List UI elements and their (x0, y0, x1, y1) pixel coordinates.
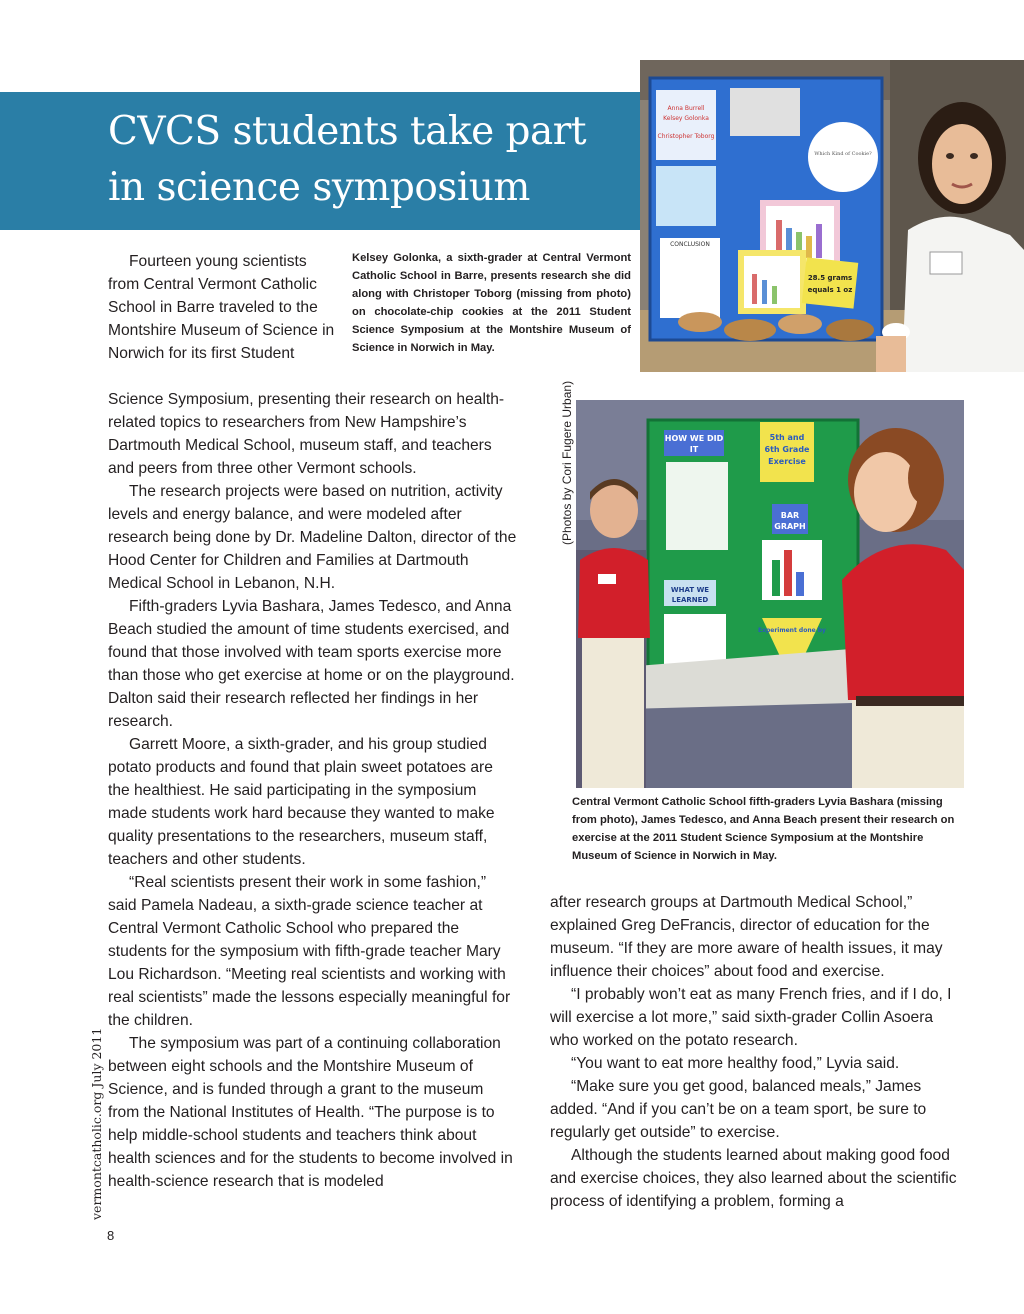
board-grade-3: Exercise (768, 457, 806, 466)
right-paragraph-3: “Make sure you get good, balanced meals,” James added. “And if you can’t be on a team sport, be sure to regularly get outside” to exercise. (550, 1078, 927, 1141)
board-how-2: IT (689, 445, 699, 454)
board-bar-2: GRAPH (774, 522, 806, 531)
right-continuation: after research groups at Dartmouth Medical School,” explained Greg DeFrancis, director of education for the museum. “If they are more aware of health issues, it may influence their choices” about food and exercise. (550, 894, 943, 980)
photo-fifth-graders-illustration (576, 400, 964, 788)
footer-site-text: vermontcatholic.org July 2011 (89, 1027, 104, 1220)
board-grade-1: 5th and (769, 433, 805, 442)
article-left-column (108, 388, 518, 1193)
board-bar-1: BAR (780, 511, 800, 520)
article-headline: CVCS students take part in science symposium (108, 109, 587, 210)
page-number: 8 (107, 1228, 115, 1243)
middle-photo-caption: Central Vermont Catholic School fifth-graders Lyvia Bashara (missing from photo), James Tedesco, and Anna Beach present their research on exercise at the 2011 Student Science Symposium at the Montshire Museum of Science in Norwich in May. (572, 796, 955, 862)
board-sign-1: 28.5 grams (807, 274, 853, 282)
board-question: Which Kind of Cookie? (814, 151, 872, 157)
article-intro (108, 250, 340, 365)
left-paragraph-3: Fifth-graders Lyvia Bashara, James Tedesco, and Anna Beach studied the amount of time students exercised, and found that those involved with team sports exercise more than those who get exercise at home or on the playground. Dalton said their research reflected her findings in her research. (108, 598, 515, 730)
board-names-3: Christopher Toborg (657, 133, 715, 140)
photo-kelsey-golonka (640, 60, 1024, 372)
board-names-1: Anna Burrell (667, 105, 705, 112)
board-conclusion: CONCLUSION (670, 241, 710, 248)
board-sign-2: equals 1 oz (807, 286, 853, 294)
board-names-2: Kelsey Golonka (663, 115, 709, 122)
left-paragraph-4: Garrett Moore, a sixth-grader, and his group studied potato products and found that plain sweet potatoes are the healthiest. He said participating in the symposium made students work hard because they wanted to make quality presentations to the researchers, museum staff, teachers and other students. (108, 736, 495, 868)
board-learned-2: LEARNED (671, 596, 709, 604)
board-learned-1: WHAT WE (670, 586, 710, 594)
left-paragraph-5: “Real scientists present their work in some fashion,” said Pamela Nadeau, a sixth-grade science teacher at Central Vermont Catholic School who prepared the students for the symposium with fifth-grade teacher Mary Lou Richardson. “Meeting real scientists and working with real scientists” made the lessons especially meaningful for the children. (108, 874, 511, 1029)
board-how-1: HOW WE DID (664, 434, 724, 443)
photo-fifth-graders (576, 400, 964, 788)
photo-credit-text: (Photos by Cori Fugere Urban) (560, 380, 574, 545)
right-paragraph-4: Although the students learned about making good food and exercise choices, they also learned about the scientific process of identifying a problem, forming a (550, 1147, 957, 1210)
board-grade-2: 6th Grade (764, 445, 810, 454)
top-photo-caption: Kelsey Golonka, a sixth-grader at Central Vermont Catholic School in Barre, presents research she did along with Christoper Toborg (missing from photo) on chocolate-chip cookies at the 2011 Student Science Symposium at the Montshire Museum of Science in Norwich in May. (352, 252, 631, 354)
left-paragraph-1: Science Symposium, presenting their research on health-related topics to researchers from New Hampshire’s Dartmouth Medical School, museum staff, and teachers and peers from three other Vermont schools. (108, 391, 505, 477)
left-paragraph-2: The research projects were based on nutrition, activity levels and energy balance, and were modeled after research being done by Dr. Madeline Dalton, director of the Hood Center for Children and Families at Dartmouth Medical School in Lebanon, N.H. (108, 483, 517, 592)
photo-kelsey-illustration (640, 60, 1024, 372)
article-right-column (550, 891, 960, 1213)
right-paragraph-1: “I probably won’t eat as many French fries, and if I do, I will exercise a lot more,” said sixth-grader Collin Asoera who worked on the potato research. (550, 986, 952, 1049)
intro-paragraph: Fourteen young scientists from Central Vermont Catholic School in Barre traveled to the Montshire Museum of Science in Norwich for its first Student (108, 253, 335, 362)
right-paragraph-2: “You want to eat more healthy food,” Lyvia said. (571, 1055, 900, 1072)
left-paragraph-6: The symposium was part of a continuing collaboration between eight schools and the Montshire Museum of Science, and is funded through a grant to the museum from the National Institutes of Health. “The purpose is to help middle-school students and teachers think about health sciences and for the students to become involved in health-science research that is modeled (108, 1035, 513, 1190)
board-experiment: Experiment done by (758, 627, 826, 634)
